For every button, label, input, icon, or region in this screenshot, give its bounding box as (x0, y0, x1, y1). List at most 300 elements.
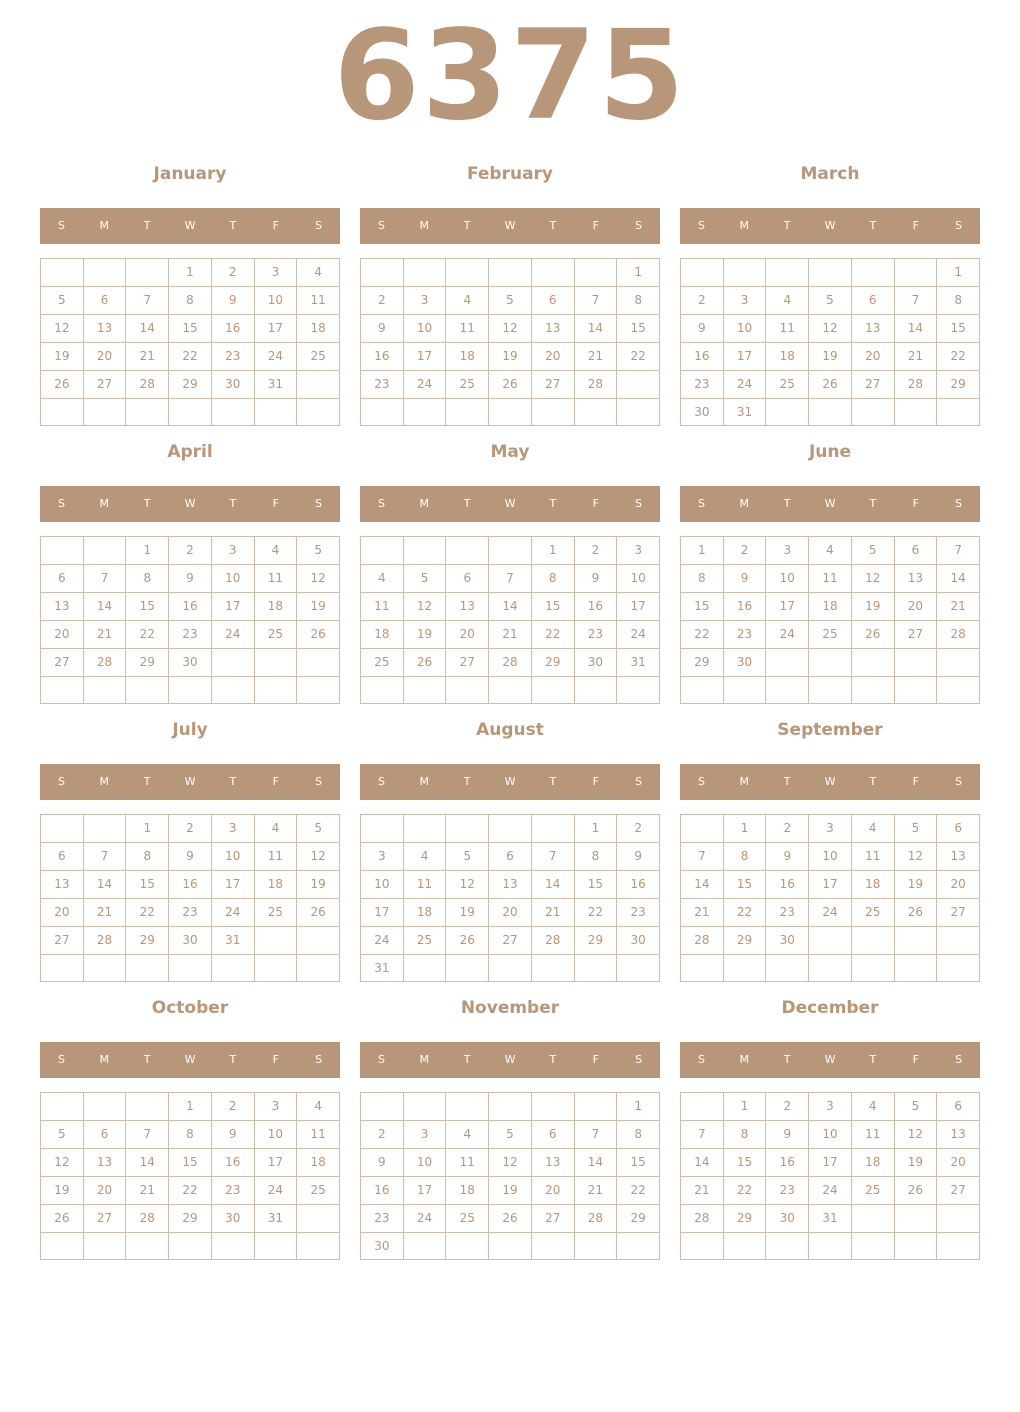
weekday-label: T (869, 1053, 877, 1066)
day-cell: 23 (723, 620, 766, 648)
day-cell: 28 (574, 370, 617, 398)
empty-day-cell (445, 1232, 488, 1260)
month-name: November (460, 998, 560, 1018)
empty-day-cell (851, 648, 894, 676)
year-title: 6375 (333, 4, 687, 148)
empty-day-cell (296, 926, 339, 954)
weekday-label: S (697, 219, 705, 232)
day-cell: 9 (211, 1120, 254, 1148)
day-cell: 25 (851, 898, 894, 926)
day-cell: 12 (851, 564, 894, 592)
day-cell: 22 (531, 620, 574, 648)
day-cell: 22 (936, 342, 979, 370)
empty-day-cell (403, 1232, 446, 1260)
weekday-label: T (463, 775, 471, 788)
day-cell: 26 (488, 370, 531, 398)
day-cell: 17 (211, 870, 254, 898)
weekday-label: T (463, 497, 471, 510)
day-cell: 17 (211, 592, 254, 620)
day-cell: 25 (254, 898, 297, 926)
day-cell: 21 (83, 898, 126, 926)
day-cell: 11 (808, 564, 851, 592)
weekday-label: T (783, 497, 791, 510)
weekday-header (40, 764, 340, 800)
day-cell: 3 (211, 536, 254, 564)
empty-day-cell (574, 1092, 617, 1120)
day-cell: 11 (445, 314, 488, 342)
day-cell: 10 (403, 314, 446, 342)
day-cell: 9 (680, 314, 723, 342)
day-cell: 20 (936, 1148, 979, 1176)
weekday-label: W (824, 497, 836, 510)
day-cell: 5 (851, 536, 894, 564)
empty-day-cell (445, 1092, 488, 1120)
day-cell: 17 (403, 342, 446, 370)
empty-day-cell (894, 676, 937, 703)
day-cell: 1 (531, 536, 574, 564)
day-cell: 20 (851, 342, 894, 370)
empty-day-cell (488, 398, 531, 425)
day-cell: 27 (851, 370, 894, 398)
empty-day-cell (488, 954, 531, 982)
weekday-label: F (592, 775, 599, 788)
month-name: September (777, 720, 883, 740)
weekday-label: W (504, 219, 516, 232)
day-cell: 25 (360, 648, 403, 676)
day-cell: 15 (723, 870, 766, 898)
empty-day-cell (808, 926, 851, 954)
day-cell: 16 (360, 342, 403, 370)
day-cell: 24 (254, 342, 297, 370)
day-cell: 28 (125, 370, 168, 398)
day-cell: 6 (40, 842, 83, 870)
day-cell: 16 (765, 1148, 808, 1176)
weekday-header (40, 208, 340, 244)
weekday-label: M (99, 219, 110, 232)
day-cell: 8 (723, 1120, 766, 1148)
day-cell: 9 (765, 842, 808, 870)
day-cell: 1 (936, 258, 979, 286)
empty-day-cell (680, 258, 723, 286)
empty-day-cell (83, 1232, 126, 1259)
weekday-header (360, 486, 660, 522)
day-cell: 11 (254, 842, 297, 870)
day-cell: 13 (936, 842, 979, 870)
day-cell: 10 (765, 564, 808, 592)
day-cell: 19 (894, 1148, 937, 1176)
day-cell: 29 (723, 1204, 766, 1232)
empty-day-cell (296, 1232, 339, 1259)
empty-day-cell (83, 814, 126, 842)
day-cell: 21 (680, 898, 723, 926)
day-cell: 28 (574, 1204, 617, 1232)
empty-day-cell (211, 676, 254, 703)
day-cell: 19 (445, 898, 488, 926)
day-cell: 12 (808, 314, 851, 342)
day-cell: 25 (445, 1204, 488, 1232)
day-cell: 27 (936, 1176, 979, 1204)
day-cell: 3 (808, 814, 851, 842)
day-cell: 29 (574, 926, 617, 954)
day-cell: 10 (616, 564, 659, 592)
empty-day-cell (403, 814, 446, 842)
weekday-header (40, 1042, 340, 1078)
day-cell: 11 (851, 842, 894, 870)
empty-day-cell (936, 676, 979, 703)
empty-day-cell (83, 258, 126, 286)
empty-day-cell (254, 954, 297, 981)
day-cell: 8 (616, 1120, 659, 1148)
day-cell: 17 (765, 592, 808, 620)
day-cell: 10 (808, 1120, 851, 1148)
weekday-label: T (549, 219, 557, 232)
weekday-label: W (184, 219, 196, 232)
weekday-label: T (869, 219, 877, 232)
empty-day-cell (894, 258, 937, 286)
weekday-label: S (377, 775, 385, 788)
day-cell: 15 (616, 314, 659, 342)
empty-day-cell (680, 676, 723, 703)
day-cell: 17 (254, 1148, 297, 1176)
weekday-label: M (739, 775, 750, 788)
weekday-label: T (463, 219, 471, 232)
day-cell: 26 (40, 1204, 83, 1232)
day-cell: 8 (574, 842, 617, 870)
month-name: June (808, 442, 852, 462)
day-cell: 28 (125, 1204, 168, 1232)
day-cell: 11 (296, 286, 339, 314)
day-cell: 23 (360, 370, 403, 398)
day-cell: 31 (254, 1204, 297, 1232)
day-cell: 11 (360, 592, 403, 620)
day-cell: 29 (125, 648, 168, 676)
day-cell: 31 (723, 398, 766, 426)
day-cell: 15 (723, 1148, 766, 1176)
weekday-label: W (184, 497, 196, 510)
empty-day-cell (445, 536, 488, 564)
empty-day-cell (574, 398, 617, 425)
day-cell: 7 (936, 536, 979, 564)
weekday-label: F (272, 219, 279, 232)
day-cell: 2 (765, 1092, 808, 1120)
day-cell: 8 (168, 1120, 211, 1148)
day-cell: 6 (531, 1120, 574, 1148)
day-cell: 26 (808, 370, 851, 398)
day-grid (40, 814, 340, 982)
day-cell: 6 (531, 286, 574, 314)
day-cell: 20 (83, 342, 126, 370)
day-cell: 8 (723, 842, 766, 870)
day-cell: 23 (765, 898, 808, 926)
empty-day-cell (765, 648, 808, 676)
day-cell: 3 (765, 536, 808, 564)
weekday-label: T (869, 775, 877, 788)
day-cell: 24 (211, 620, 254, 648)
day-cell: 4 (254, 536, 297, 564)
day-cell: 4 (296, 258, 339, 286)
empty-day-cell (808, 1232, 851, 1259)
day-cell: 5 (488, 286, 531, 314)
day-cell: 5 (403, 564, 446, 592)
day-cell: 7 (125, 1120, 168, 1148)
day-cell: 27 (531, 370, 574, 398)
weekday-label: F (912, 775, 919, 788)
day-cell: 14 (680, 870, 723, 898)
day-cell: 30 (765, 926, 808, 954)
day-cell: 19 (894, 870, 937, 898)
day-cell: 12 (894, 1120, 937, 1148)
day-cell: 10 (360, 870, 403, 898)
day-cell: 20 (40, 620, 83, 648)
day-cell: 15 (125, 592, 168, 620)
empty-day-cell (360, 814, 403, 842)
day-cell: 18 (254, 870, 297, 898)
day-cell: 1 (168, 258, 211, 286)
month-name: August (476, 720, 544, 740)
day-cell: 30 (168, 648, 211, 676)
day-cell: 30 (168, 926, 211, 954)
day-cell: 27 (531, 1204, 574, 1232)
empty-day-cell (360, 398, 403, 425)
day-cell: 10 (254, 1120, 297, 1148)
empty-day-cell (851, 926, 894, 954)
day-cell: 11 (445, 1148, 488, 1176)
day-cell: 3 (211, 814, 254, 842)
empty-day-cell (894, 1232, 937, 1259)
empty-day-cell (765, 1232, 808, 1259)
day-cell: 3 (254, 258, 297, 286)
day-cell: 10 (211, 564, 254, 592)
month-name: July (172, 720, 208, 740)
day-cell: 12 (40, 1148, 83, 1176)
day-cell: 3 (403, 286, 446, 314)
empty-day-cell (40, 258, 83, 286)
empty-day-cell (168, 1232, 211, 1259)
empty-day-cell (296, 648, 339, 676)
empty-day-cell (296, 398, 339, 425)
weekday-label: S (635, 497, 643, 510)
empty-day-cell (680, 1092, 723, 1120)
day-cell: 5 (808, 286, 851, 314)
weekday-label: S (635, 219, 643, 232)
day-cell: 16 (723, 592, 766, 620)
day-cell: 26 (894, 898, 937, 926)
empty-day-cell (296, 676, 339, 703)
day-cell: 15 (168, 314, 211, 342)
day-cell: 21 (936, 592, 979, 620)
day-cell: 28 (936, 620, 979, 648)
empty-day-cell (360, 258, 403, 286)
day-cell: 13 (531, 314, 574, 342)
empty-day-cell (403, 1092, 446, 1120)
day-cell: 11 (851, 1120, 894, 1148)
day-cell: 2 (680, 286, 723, 314)
day-cell: 9 (360, 314, 403, 342)
day-cell: 16 (168, 870, 211, 898)
day-cell: 3 (254, 1092, 297, 1120)
day-cell: 28 (680, 926, 723, 954)
day-cell: 30 (680, 398, 723, 426)
empty-day-cell (40, 536, 83, 564)
empty-day-cell (296, 954, 339, 981)
month-name: January (153, 164, 227, 184)
day-cell: 13 (83, 1148, 126, 1176)
empty-day-cell (445, 398, 488, 425)
empty-day-cell (531, 1092, 574, 1120)
day-cell: 15 (616, 1148, 659, 1176)
day-cell: 19 (403, 620, 446, 648)
weekday-label: T (229, 1053, 237, 1066)
empty-day-cell (680, 814, 723, 842)
empty-day-cell (616, 1232, 659, 1260)
weekday-label: M (99, 497, 110, 510)
day-cell: 4 (403, 842, 446, 870)
day-cell: 6 (936, 814, 979, 842)
empty-day-cell (168, 954, 211, 981)
day-cell: 21 (574, 342, 617, 370)
weekday-label: S (315, 497, 323, 510)
empty-day-cell (296, 370, 339, 398)
day-cell: 14 (936, 564, 979, 592)
weekday-label: W (504, 497, 516, 510)
day-cell: 21 (488, 620, 531, 648)
month-name: December (781, 998, 879, 1018)
empty-day-cell (936, 398, 979, 426)
empty-day-cell (765, 676, 808, 703)
empty-day-cell (680, 1232, 723, 1259)
day-cell: 4 (445, 1120, 488, 1148)
day-cell: 12 (296, 564, 339, 592)
empty-day-cell (445, 954, 488, 982)
day-cell: 14 (574, 1148, 617, 1176)
day-cell: 9 (616, 842, 659, 870)
empty-day-cell (83, 1092, 126, 1120)
day-cell: 5 (40, 1120, 83, 1148)
weekday-label: W (824, 219, 836, 232)
weekday-label: S (955, 775, 963, 788)
day-cell: 14 (680, 1148, 723, 1176)
day-cell: 8 (616, 286, 659, 314)
day-grid (360, 814, 660, 982)
day-cell: 17 (403, 1176, 446, 1204)
day-cell: 12 (488, 314, 531, 342)
day-cell: 26 (488, 1204, 531, 1232)
day-cell: 27 (488, 926, 531, 954)
empty-day-cell (808, 398, 851, 426)
weekday-label: S (697, 1053, 705, 1066)
day-cell: 4 (254, 814, 297, 842)
empty-day-cell (488, 536, 531, 564)
day-cell: 30 (574, 648, 617, 676)
day-cell: 24 (403, 370, 446, 398)
empty-day-cell (360, 1092, 403, 1120)
day-cell: 5 (296, 536, 339, 564)
weekday-label: S (315, 219, 323, 232)
day-cell: 28 (83, 926, 126, 954)
day-cell: 22 (723, 1176, 766, 1204)
day-cell: 17 (360, 898, 403, 926)
day-cell: 18 (765, 342, 808, 370)
day-cell: 31 (808, 1204, 851, 1232)
day-cell: 4 (296, 1092, 339, 1120)
day-cell: 29 (125, 926, 168, 954)
day-cell: 14 (83, 592, 126, 620)
day-cell: 20 (936, 870, 979, 898)
month-name: May (490, 442, 530, 462)
day-cell: 24 (723, 370, 766, 398)
empty-day-cell (83, 536, 126, 564)
day-cell: 7 (83, 564, 126, 592)
day-cell: 11 (403, 870, 446, 898)
day-cell: 27 (40, 648, 83, 676)
empty-day-cell (403, 258, 446, 286)
weekday-label: S (377, 497, 385, 510)
empty-day-cell (40, 1092, 83, 1120)
day-cell: 10 (808, 842, 851, 870)
day-cell: 26 (894, 1176, 937, 1204)
day-cell: 2 (723, 536, 766, 564)
empty-day-cell (83, 954, 126, 981)
weekday-header (360, 208, 660, 244)
day-cell: 21 (125, 342, 168, 370)
weekday-label: S (57, 1053, 65, 1066)
day-cell: 16 (765, 870, 808, 898)
day-cell: 13 (851, 314, 894, 342)
day-grid (40, 1092, 340, 1260)
day-cell: 17 (723, 342, 766, 370)
weekday-label: F (592, 497, 599, 510)
day-cell: 18 (851, 870, 894, 898)
day-cell: 14 (894, 314, 937, 342)
empty-day-cell (531, 398, 574, 425)
day-grid (40, 536, 340, 704)
day-cell: 16 (211, 314, 254, 342)
weekday-label: S (955, 1053, 963, 1066)
day-cell: 15 (574, 870, 617, 898)
weekday-label: T (783, 219, 791, 232)
day-cell: 2 (211, 258, 254, 286)
day-cell: 12 (296, 842, 339, 870)
day-cell: 15 (531, 592, 574, 620)
empty-day-cell (40, 1232, 83, 1259)
weekday-label: S (57, 497, 65, 510)
weekday-label: M (99, 775, 110, 788)
weekday-label: T (143, 497, 151, 510)
day-cell: 17 (616, 592, 659, 620)
empty-day-cell (445, 258, 488, 286)
weekday-label: S (955, 219, 963, 232)
day-cell: 23 (616, 898, 659, 926)
weekday-label: S (697, 775, 705, 788)
empty-day-cell (40, 398, 83, 425)
day-grid (680, 536, 980, 704)
day-cell: 6 (445, 564, 488, 592)
day-cell: 6 (894, 536, 937, 564)
weekday-label: M (739, 219, 750, 232)
day-cell: 30 (723, 648, 766, 676)
empty-day-cell (445, 814, 488, 842)
day-cell: 11 (296, 1120, 339, 1148)
day-cell: 15 (168, 1148, 211, 1176)
empty-day-cell (616, 676, 659, 703)
day-cell: 16 (211, 1148, 254, 1176)
empty-day-cell (851, 676, 894, 703)
day-cell: 13 (488, 870, 531, 898)
empty-day-cell (574, 1232, 617, 1260)
weekday-label: M (419, 219, 430, 232)
day-cell: 23 (168, 620, 211, 648)
day-grid (680, 258, 980, 426)
